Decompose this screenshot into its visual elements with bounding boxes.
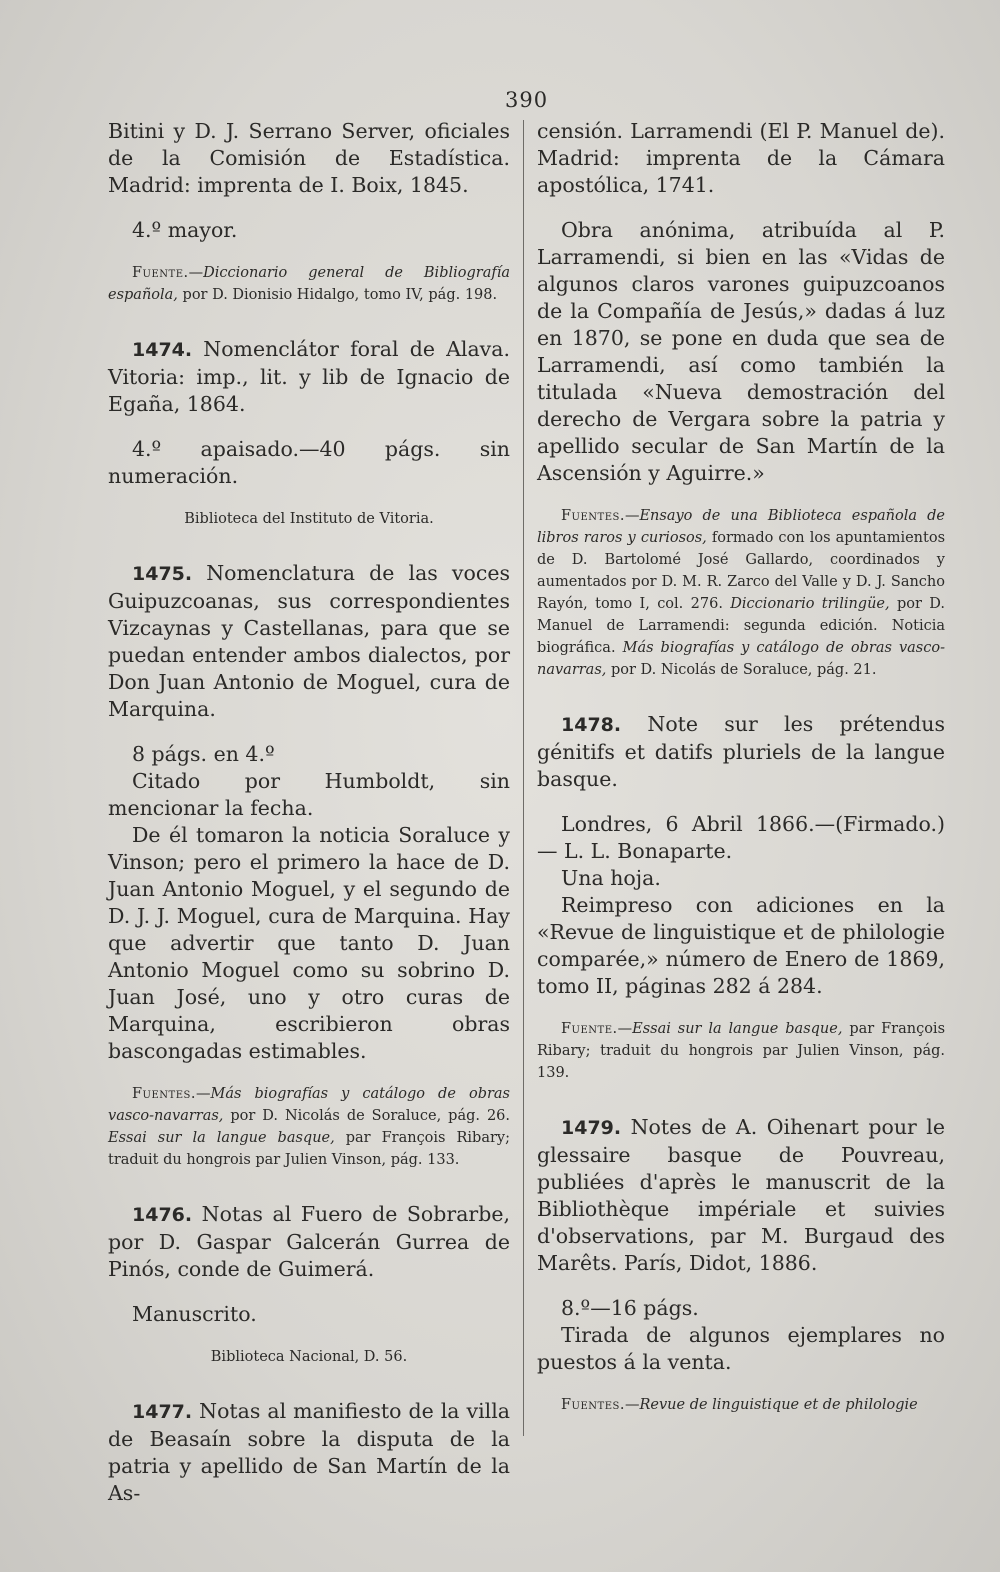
source-title: Más biografías y catálogo de obras vasco-navarras, — [108, 1086, 510, 1124]
entry-number: 1477. — [132, 1401, 193, 1423]
source-title: Más biografías y catálogo de obras vasco-navarras, — [537, 640, 945, 678]
entry-1479 — [537, 1114, 945, 1277]
source-title: Essai sur la langue basque, — [632, 1021, 843, 1037]
entry-1474 — [108, 336, 510, 418]
entry-1475 — [108, 560, 510, 723]
source-label: Fuentes. — [132, 1086, 196, 1102]
entry-1475-note-2: De él tomaron la noticia Soraluce y Vinson; pero el primero la hace de D. Juan Antonio Moguel, y el segundo de D. J. J. Moguel, cura de Marquina. Hay que advertir que tanto D. Juan Antonio Moguel como su sobrino D. Juan José, uno y otro curas de Marquina, escribieron obras bascongadas estimables. — [108, 823, 510, 1063]
entry-1479-format: 8.º—16 págs. — [561, 1296, 699, 1320]
entry-1478-format: Una hoja. — [561, 866, 661, 890]
right-column — [537, 118, 945, 1416]
source-detail: par François Ribary; traduit du hongrois par Julien Vinson, pág. 139. — [537, 1021, 946, 1081]
entry-1477-note: Obra anónima, atribuída al P. Larramendi, si bien en las «Vidas de algunos claros varones guipuzcoanos de la Compañía de Jesús,» dadas á luz en 1870, se pone en duda que sea de Larramendi, así como también la titulada «Nueva demostración del derecho de Vergara sobre la patria y apellido secular de San Martín de la Ascensión y Aguirre.» — [537, 218, 945, 485]
entry-number: 1476. — [132, 1204, 193, 1226]
entry-1479-note: Tirada de algunos ejemplares no puestos á la venta. — [537, 1323, 945, 1374]
entry-1473-format: 4.º mayor. — [132, 218, 238, 242]
entry-1477 — [108, 1398, 510, 1507]
entry-1478-note: Reimpreso con adiciones en la «Revue de linguistique et de philologie comparée,» número de Enero de 1869, tomo II, páginas 282 á 284. — [537, 893, 945, 998]
entry-text: Nomenclatura de las voces Guipuzcoanas, sus correspondientes Vizcaynas y Castellanas, para que se puedan entender ambos dialectos, por Don Juan Antonio de Moguel, cura de Marquina. — [108, 561, 510, 721]
entry-1475-note-1: Citado por Humboldt, sin mencionar la fecha. — [108, 769, 510, 820]
entry-number: 1475. — [132, 563, 193, 585]
source-label: Fuentes. — [561, 1397, 625, 1413]
source-title: Essai sur la langue basque, — [108, 1130, 335, 1146]
entry-text: Nomenclátor foral de Alava. Vitoria: imp., lit. y lib de Ignacio de Egaña, 1864. — [108, 337, 510, 416]
entry-1478 — [537, 711, 945, 793]
entry-1474-library: Biblioteca del Instituto de Vitoria. — [184, 511, 434, 527]
entry-1474-format: 4.º apaisado.—40 págs. sin numeración. — [108, 437, 510, 488]
entry-text: Notas al manifiesto de la villa de Beasaín sobre la disputa de la patria y apellido de San Martín de la As- — [108, 1399, 510, 1505]
entry-1475-sources: Fuentes.—Más biografías y catálogo de obras vasco-navarras, por D. Nicolás de Soraluce, pág. 26. Essai sur la langue basque, par François Ribary; traduit du hongrois par Julien Vinson, pág. 133. — [108, 1086, 510, 1168]
page-number: 390 — [505, 88, 549, 112]
entry-number: 1478. — [561, 714, 622, 736]
entry-text: Notas al Fuero de Sobrarbe, por D. Gaspar Galcerán Gurrea de Pinós, conde de Guimerá. — [108, 1202, 510, 1281]
entry-1479-sources: Fuentes.—Revue de linguistique et de philologie — [561, 1397, 918, 1413]
entry-1477-continuation: censión. Larramendi (El P. Manuel de). Madrid: imprenta de la Cámara apostólica, 1741. — [537, 119, 945, 197]
source-title: Ensayo de una Biblioteca española de libros raros y curiosos, — [537, 508, 945, 546]
entry-1478-place: Londres, 6 Abril 1866.—(Firmado.)— L. L. Bonaparte. — [537, 812, 945, 863]
source-title: Diccionario general de Bibliografía española, — [108, 265, 510, 303]
source-detail: por D. Nicolás de Soraluce, pág. 21. — [611, 662, 877, 678]
source-detail: por D. Manuel de Larramendi: segunda edición. Noticia biográfica. — [537, 596, 945, 656]
left-column — [108, 118, 510, 1507]
source-title: Revue de linguistique et de philologie — [639, 1397, 918, 1413]
entry-1473-continuation: Bitini y D. J. Serrano Server, oficiales de la Comisión de Estadística. Madrid: imprenta de I. Boix, 1845. — [108, 119, 510, 197]
entry-1476-library: Biblioteca Nacional, D. 56. — [210, 1349, 408, 1365]
entry-1478-sources: Fuente.—Essai sur la langue basque, par François Ribary; traduit du hongrois par Julien Vinson, pág. 139. — [537, 1021, 946, 1081]
entry-1477-sources: Fuentes.—Ensayo de una Biblioteca española de libros raros y curiosos, formado con los apuntamientos de D. Bartolomé José Gallardo, coordinados y aumentados por D. M. R. Zarco del Valle y D. J. Sancho Rayón, tomo I, col. 276. Diccionario trilingüe, por D. Manuel de Larramendi: segunda edición. Noticia biográfica. Más biografías y catálogo de obras vasco-navarras, por D. Nicolás de Soraluce, pág. 21. — [537, 508, 946, 678]
source-label: Fuentes. — [561, 508, 625, 524]
entry-1476-format: Manuscrito. — [132, 1302, 257, 1326]
source-detail: formado con los apuntamientos de D. Bartolomé José Gallardo, coordinados y aumentados por D. M. R. Zarco del Valle y D. J. Sancho Rayón, tomo I, col. 276. — [537, 530, 946, 612]
source-detail: por D. Nicolás de Soraluce, pág. 26. — [230, 1108, 510, 1124]
entry-number: 1474. — [132, 339, 193, 361]
column-divider — [523, 120, 524, 1436]
source-label: Fuente. — [561, 1021, 618, 1037]
source-detail: por D. Dionisio Hidalgo, tomo IV, pág. 198. — [182, 287, 498, 303]
source-label: Fuente. — [132, 265, 189, 281]
source-title: Diccionario trilingüe, — [730, 596, 890, 612]
entry-number: 1479. — [561, 1117, 622, 1139]
entry-1473-sources: Fuente.—Diccionario general de Bibliografía española, por D. Dionisio Hidalgo, tomo IV, pág. 198. — [108, 265, 510, 303]
source-detail: par François Ribary; traduit du hongrois par Julien Vinson, pág. 133. — [108, 1130, 510, 1168]
entry-1475-format: 8 págs. en 4.º — [132, 742, 275, 766]
entry-text: Notes de A. Oihenart pour le glessaire basque de Pouvreau, publiées d'après le manuscrit de la Bibliothèque impériale et suivies d'observations, par M. Burgaud des Marêts. París, Didot, 1886. — [537, 1115, 945, 1275]
entry-text: Note sur les prétendus génitifs et datifs pluriels de la langue basque. — [537, 712, 945, 791]
entry-1476 — [108, 1201, 510, 1283]
